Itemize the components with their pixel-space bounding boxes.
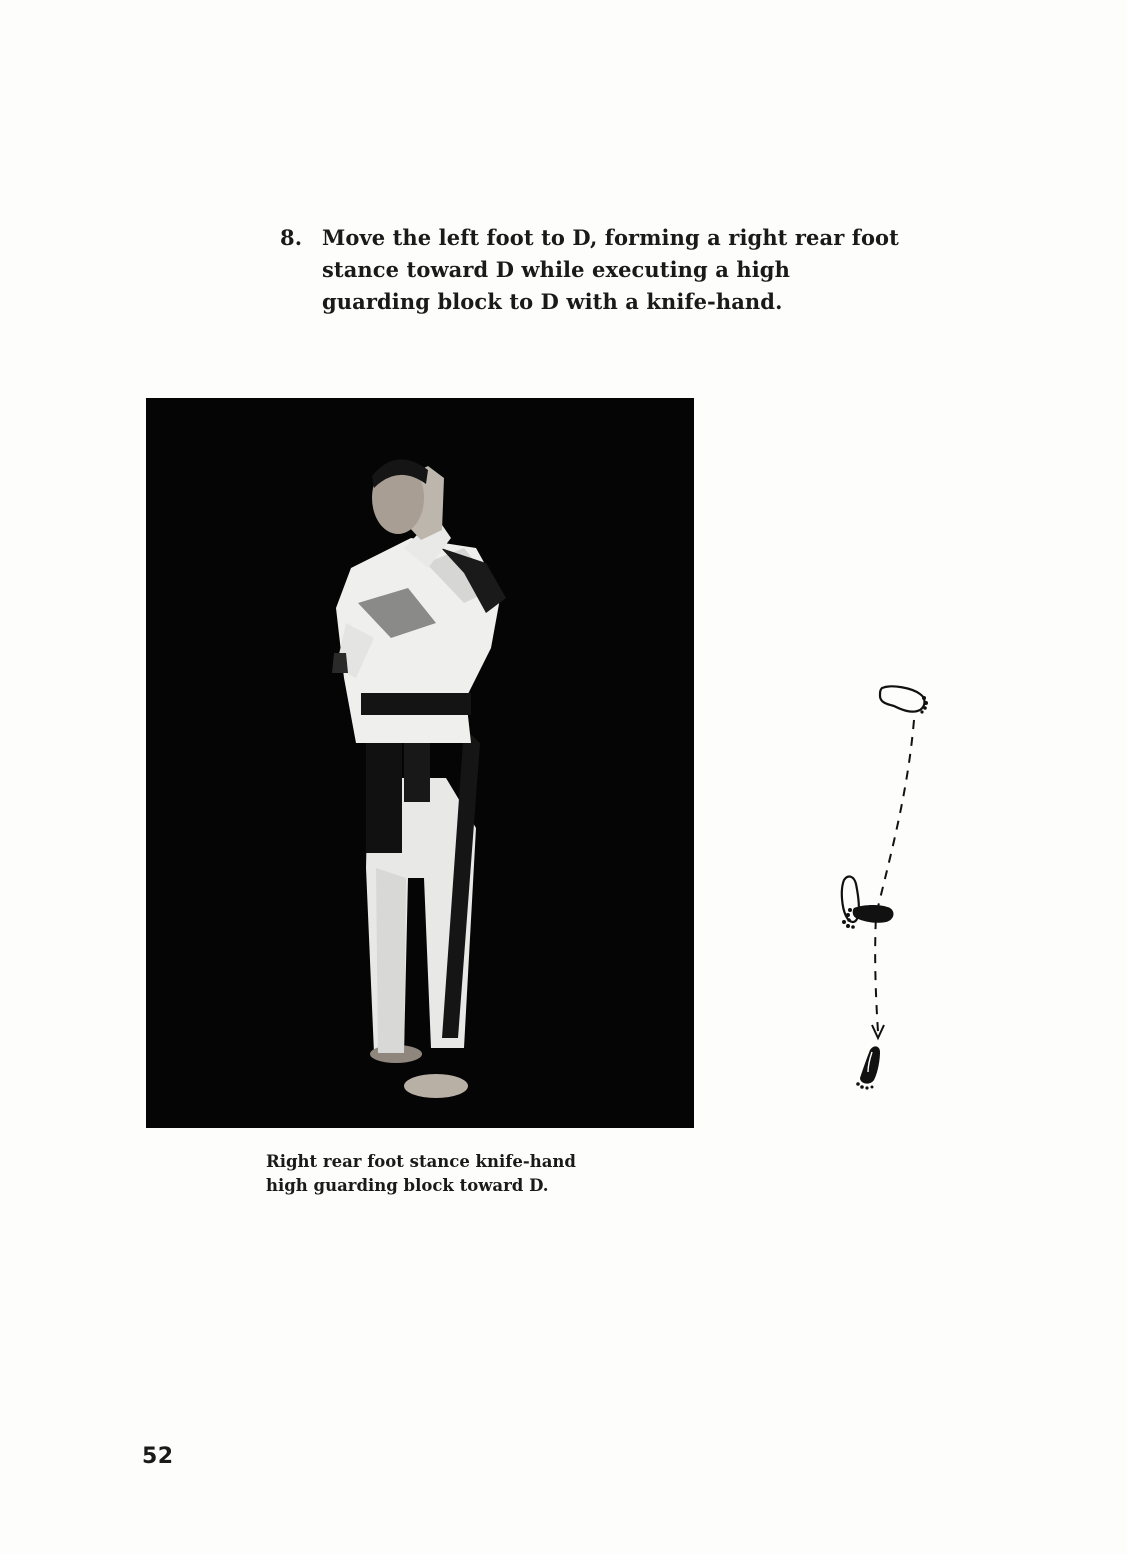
top-footprint-icon xyxy=(880,686,928,713)
footprint-movement-diagram-icon xyxy=(830,680,940,1090)
martial-artist-photo xyxy=(146,398,694,1128)
photo-caption xyxy=(266,1150,626,1198)
middle-solid-footprint-icon xyxy=(846,905,893,923)
martial-artist-figure-icon xyxy=(146,398,694,1128)
footprint-diagram xyxy=(830,680,940,1090)
caption-line-2: high guarding block toward D. xyxy=(266,1176,549,1195)
bottom-solid-footprint-icon xyxy=(856,1046,880,1089)
step-text: Move the left foot to D, forming a right rear foot stance toward D while executing a high guarding block to D with a knife-hand. xyxy=(322,225,899,314)
page-number: 52 xyxy=(142,1444,174,1469)
step-number: 8. xyxy=(280,225,303,250)
instruction-step xyxy=(280,222,905,318)
caption-line-1: Right rear foot stance knife-hand xyxy=(266,1152,576,1171)
